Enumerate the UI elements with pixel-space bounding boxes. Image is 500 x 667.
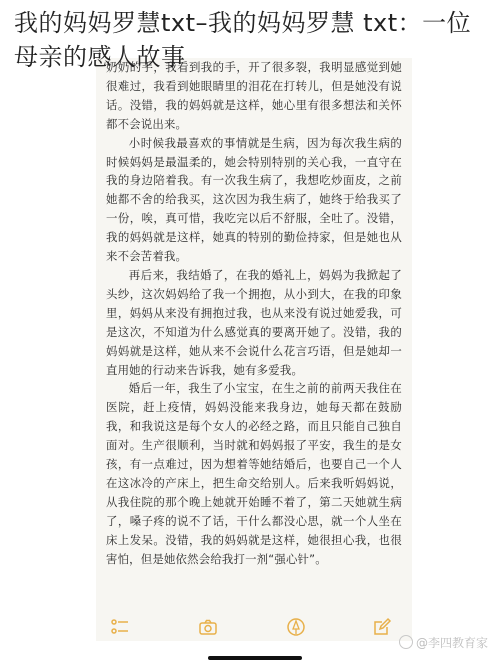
pen-icon[interactable]: [286, 617, 306, 637]
notes-document: [96, 58, 412, 618]
notes-toolbar: [96, 613, 412, 641]
watermark-logo-icon: [399, 635, 413, 649]
compose-icon[interactable]: [372, 617, 392, 637]
watermark-text: @李四教育家: [415, 636, 488, 650]
watermark: [399, 634, 488, 651]
paragraph-1: 奶奶的手，我看到我的手，开了很多裂，我明显感觉到她很难过，我看到她眼睛里的泪花在打转儿，但是她没有说话。没错，我的妈妈就是这样，她心里有很多想法和关怀都不会说出来。: [106, 60, 402, 131]
paragraph-3: 再后来，我结婚了，在我的婚礼上，妈妈为我掀起了头纱，这次妈妈给了我一个拥抱，从小到大，在我的印象里，妈妈从来没有拥抱过我，也从来没有说过她爱我，可是这次，不知道为什么感觉真的要离开她了。没错，我的妈妈就是这样，她从来不会说什么花言巧语，但是她却一直用她的行动来告诉我，她有多爱我。: [106, 267, 402, 377]
checklist-icon[interactable]: [110, 617, 130, 637]
camera-icon[interactable]: [198, 617, 218, 637]
paragraph-4: 婚后一年，我生了小宝宝，在生之前的前两天我住在医院，赶上疫情，妈妈没能来我身边，她每天都在鼓励我，和我说这是每个女人的必经之路，而且只能自己独自面对。生产很顺利，当时就和妈妈报了平安，我生的是女孩，有一点难过，因为想着等她结婚后，也要自己一个人在这冰冷的产床上，把生命交给别人。后来我听妈妈说，从我住院的那个晚上她就开始睡不着了，第二天她就生病了，嗓子疼的说不了话，干什么都没心思，就一个人坐在床上发呆。没错，我的妈妈就是这样，她很担心我，也很害怕，但是她依然会给我打一剂“强心针”。: [106, 381, 402, 566]
page-title: 我的妈妈罗慧txt–我的妈妈罗慧 txt：一位母亲的感人故事: [14, 9, 472, 71]
paragraph-2: 小时候我最喜欢的事情就是生病，因为每次我生病的时候妈妈是最温柔的，她会特别特别的关心我，一直守在我的身边陪着我。有一次我生病了，我想吃炒面皮，之前她都不舍的给我买，这次因为我生病了，她终于给我买了一份，唉，真可惜，我吃完以后不舒服，全吐了。没错，我的妈妈就是这样，她真的特别的勤俭持家，但是她也从来不会苦着我。: [106, 135, 402, 264]
home-indicator[interactable]: [208, 656, 302, 660]
notes-body: [106, 58, 402, 613]
